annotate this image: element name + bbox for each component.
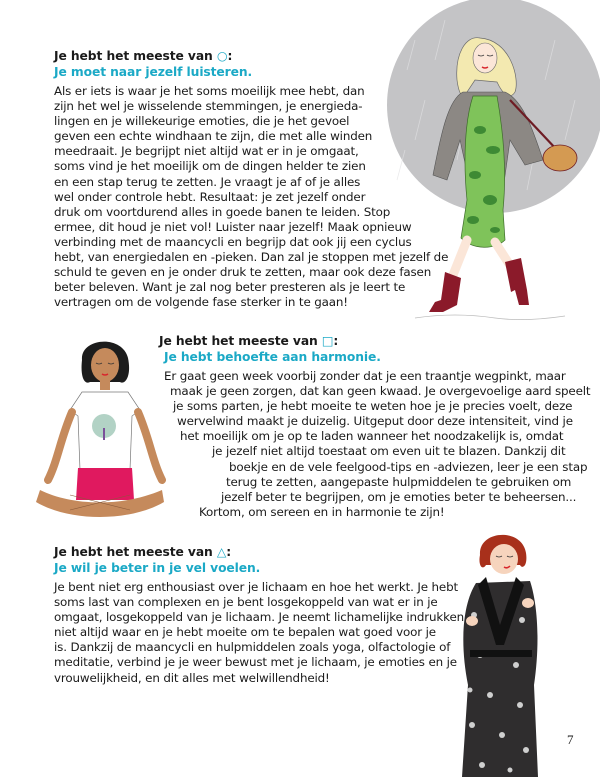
text-line: wel onder controle hebt. Resultaat: je zet jezelf onder: [54, 189, 366, 204]
text-line: meditatie, verbind je je weer bewust met je lichaam, je emoties en je: [54, 655, 457, 670]
text-line: boekje en de vele feelgood-tips en -adviezen, leer je een stap: [229, 459, 588, 474]
text-line: schuld te geven en je onder druk te zetten, maar ook deze fasen: [54, 265, 432, 280]
text-line: Als er iets is waar je het soms moeilijk mee hebt, dan: [54, 84, 365, 98]
text-line: Kortom, om sereen en in harmonie te zijn!: [199, 504, 445, 519]
woman-walking-in-rain-illustration: [385, 0, 600, 330]
text-line: jezelf beter te begrijpen, om je emoties beter te beheersen...: [221, 489, 577, 504]
text-line: is. Dankzij de maancycli en hulpmiddelen zoals yoga, olfactologie of: [54, 640, 451, 655]
text-line: lingen en je willekeurige emoties, die je het gevoel: [54, 114, 350, 129]
robe-belt: [470, 650, 532, 657]
text-line: Je bent niet erg enthousiast over je lichaam en hoe het werkt. Je hebt: [54, 580, 458, 594]
section-square-heading: Je hebt het meeste van □:: [159, 334, 339, 348]
text-line: maak je geen zorgen, dat kan geen kwaad. Je overgevoelige aard speelt: [170, 384, 591, 399]
square-symbol-icon: □: [321, 334, 334, 348]
page-number: 7: [567, 732, 574, 747]
text-line: druk om voortdurend alles in goede banen te leiden. Stop: [54, 204, 391, 219]
handbag: [543, 145, 577, 171]
text-line: geven een echte windhaan te zijn, die met alle winden: [54, 129, 373, 144]
text-line: verbinding met de maancycli en begrijp dat ook jij een cyclus: [54, 234, 412, 249]
text-line: hebt, van energiedalen en -pieken. Dan zal je stoppen met jezelf de: [54, 250, 449, 265]
section-triangle-subheading: Je wil je beter in je vel voelen.: [54, 561, 261, 575]
section-triangle-body: [54, 580, 464, 686]
text-line: Er gaat geen week voorbij zonder dat je een traantje wegpinkt, maar: [164, 369, 566, 383]
text-line: meedraait. Je begrijpt niet altijd wat er in je omgaat,: [54, 144, 359, 159]
section-circle-subheading: Je moet naar jezelf luisteren.: [54, 65, 253, 79]
red-boot-right: [505, 258, 529, 305]
section-triangle-heading: Je hebt het meeste van △:: [54, 545, 232, 559]
woman-in-bathrobe-illustration: [450, 525, 550, 777]
section-circle-heading: Je hebt het meeste van ○:: [54, 49, 233, 63]
text-line: omgaat, losgekoppeld van je lichaam. Je neemt lichamelijke indrukken: [54, 610, 464, 625]
text-line: niet altijd waar en je hebt moeite om te bepalen wat goed voor je: [54, 625, 436, 640]
text-line: vrouwelijkheid, en dit alles met welwillendheid!: [54, 670, 330, 685]
face: [490, 544, 518, 574]
text-line: het moeilijk om je op te laden wanneer het noodzakelijk is, omdat: [180, 429, 564, 444]
text-line: ermee, dit houd je niet vol! Luister naar jezelf! Maak opnieuw: [54, 219, 412, 234]
text-line: beter beleven. Want je zal nog beter presteren als je leert te: [54, 280, 406, 295]
text-line: soms vind je het moeilijk om de dingen helder te zien: [54, 159, 366, 174]
text-line: en een stap terug te zetten. Je vraagt je af of je alles: [54, 174, 361, 189]
section-square-body: [0, 369, 591, 520]
text-line: soms last van complexen en je bent losgekoppeld van wat er in je: [54, 595, 438, 610]
text-line: vertragen om de volgende fase sterker in te gaan!: [54, 295, 348, 310]
green-dress: [461, 96, 505, 247]
circle-symbol-icon: ○: [216, 49, 228, 63]
triangle-symbol-icon: △: [216, 545, 227, 559]
section-circle-body: [54, 84, 449, 310]
red-boot-left: [429, 272, 461, 312]
text-line: je jezelf niet altijd toestaat om even uit te blazen. Dankzij dit: [212, 444, 566, 459]
text-line: wervelwind maakt je duizelig. Uitgeput door deze intensiteit, vind je: [177, 414, 573, 429]
text-line: zijn het wel je wisselende stemmingen, je energieda-: [54, 99, 363, 114]
text-line: je soms parten, je hebt moeite te weten hoe je je precies voelt, deze: [173, 399, 573, 414]
section-square-subheading: Je hebt behoefte aan harmonie.: [164, 350, 381, 364]
text-line: terug te zetten, aangepaste hulpmiddelen te gebruiken om: [226, 474, 572, 489]
